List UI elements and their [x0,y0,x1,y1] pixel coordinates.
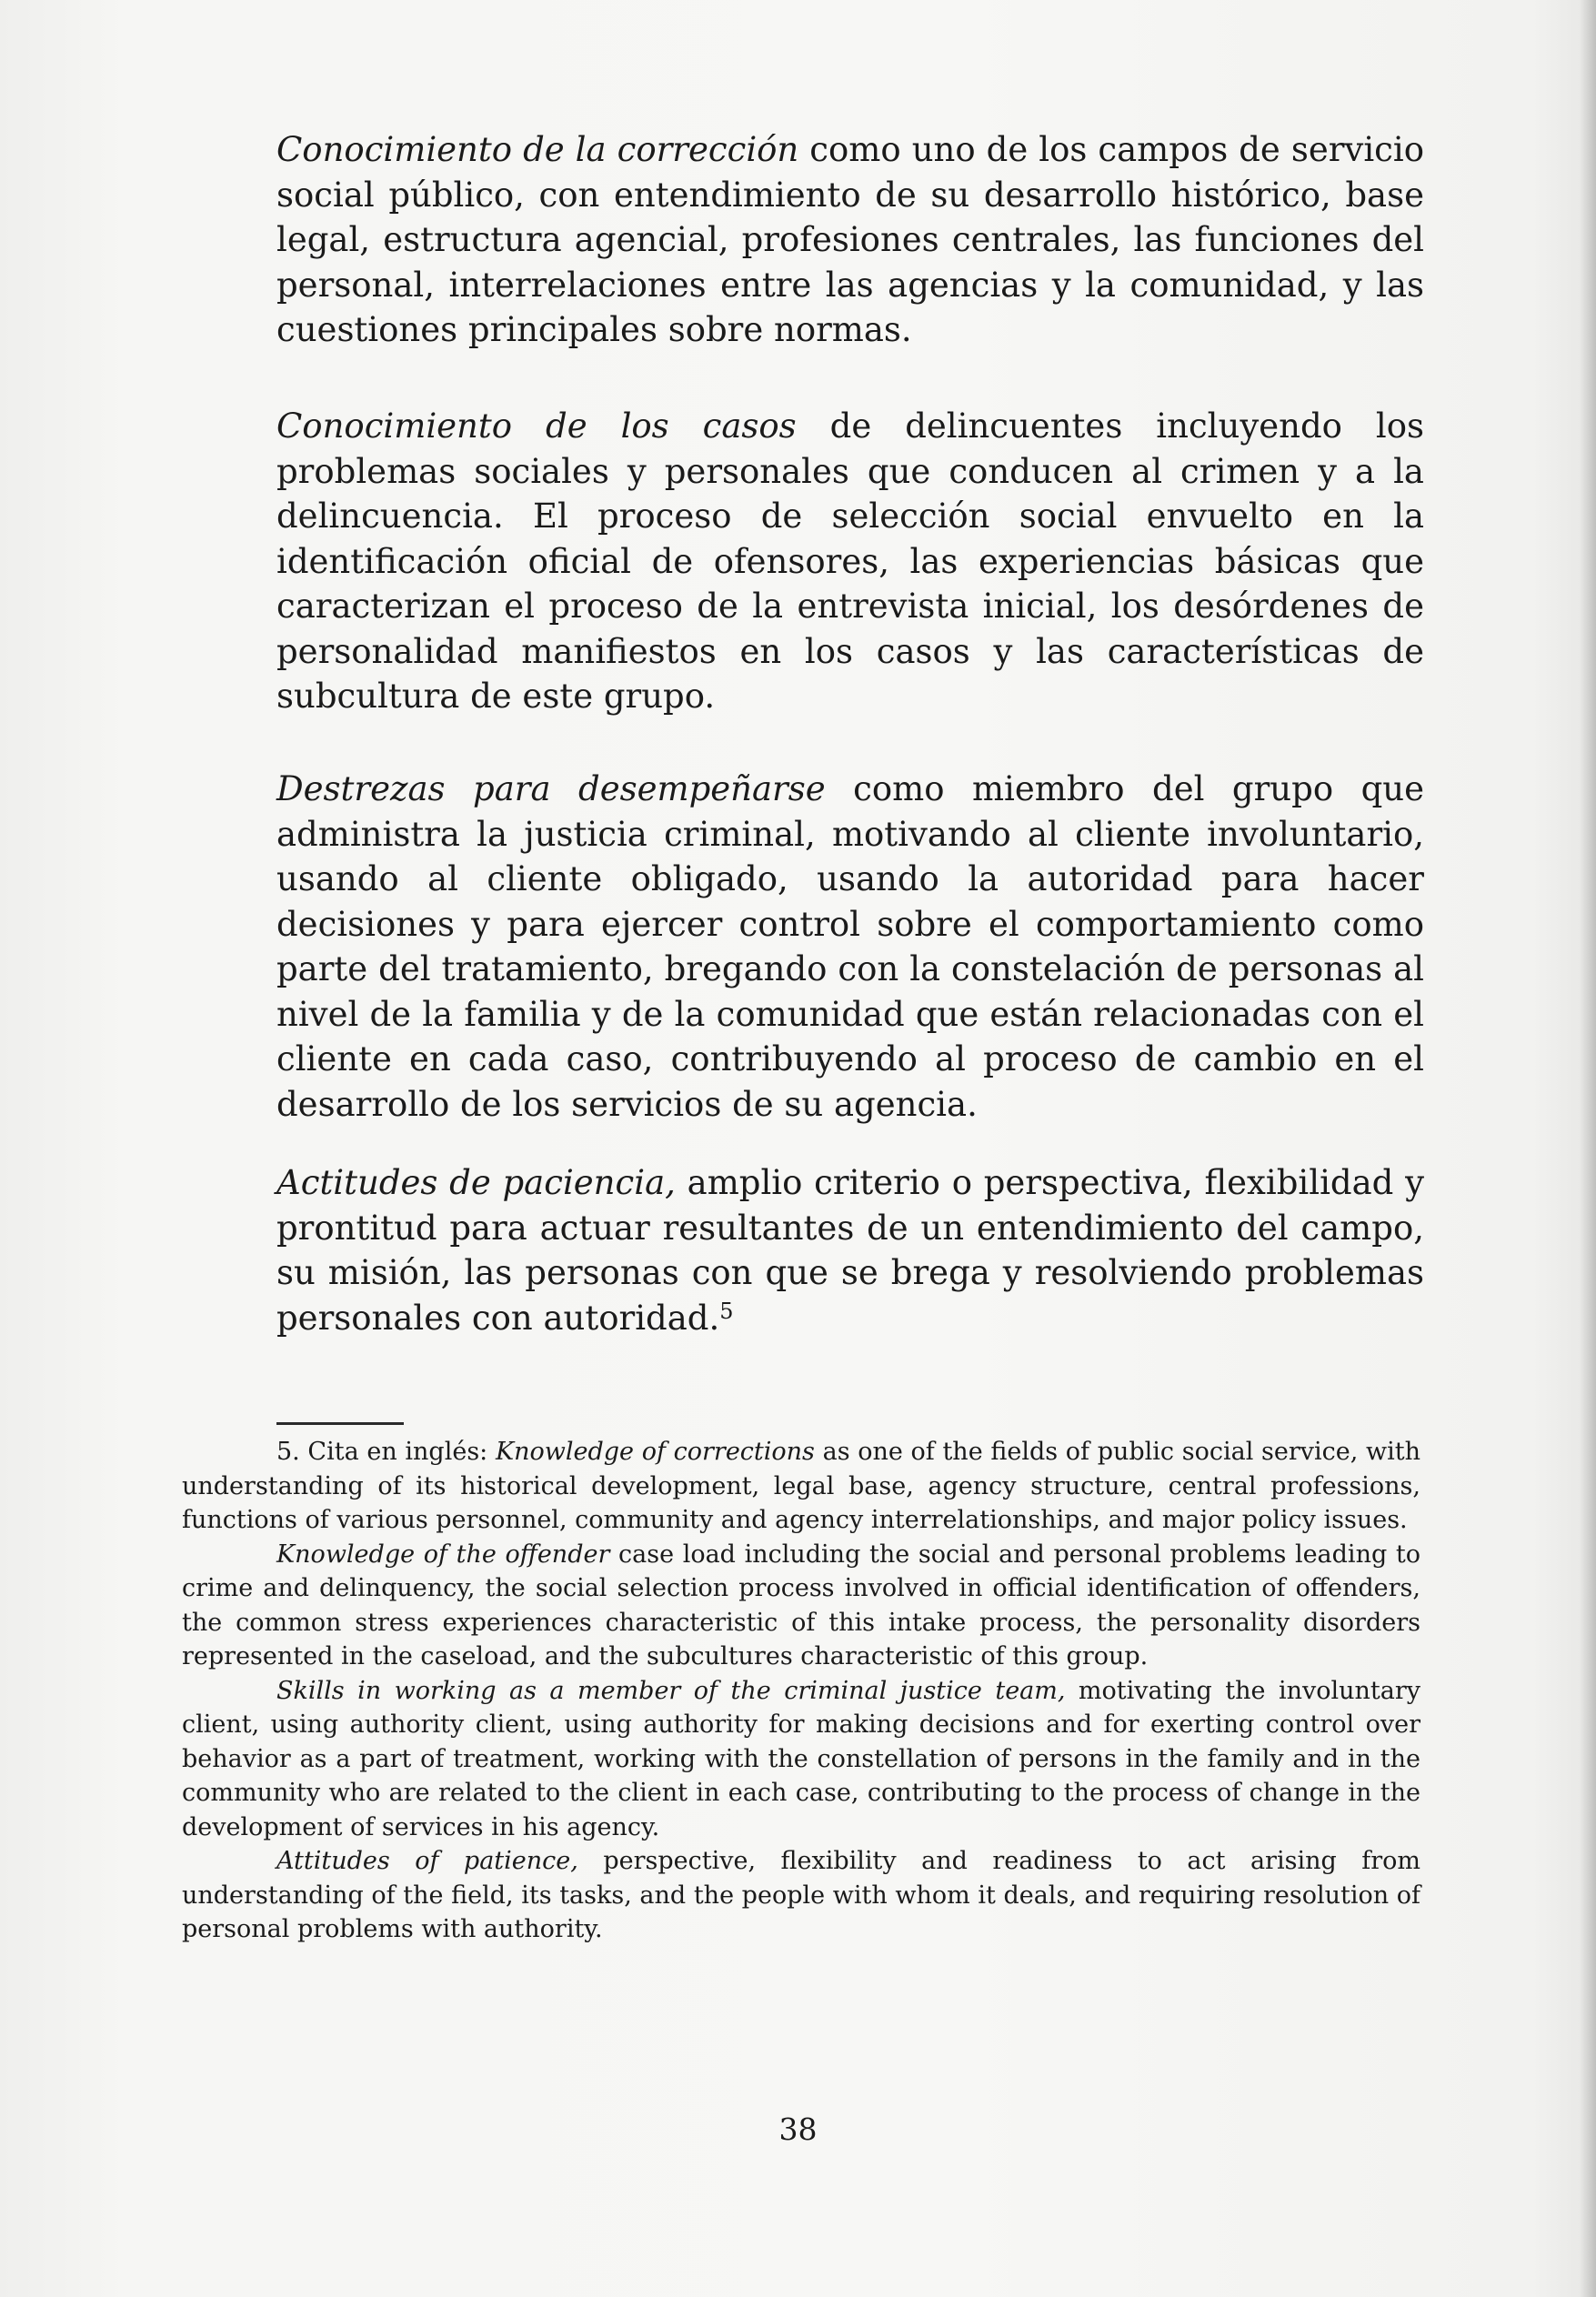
footnote-lead: Knowledge of corrections [495,1438,815,1466]
paragraph-knowledge-cases [276,404,1424,719]
footnote-body: motivating the involuntary client, using authority client, using authority for making decisions and for exerting control over behavior as a part of treatment, working with the constellation of persons in the family and in the community who are related to the client in each case, contributing to the process of change in the development of services in his agency. [182,1676,1420,1841]
paragraph-body: de delincuentes incluyendo los problemas sociales y personales que conducen al crimen y a la delincuencia. El proceso de selección social envuelto en la identificación oficial de ofensores, las experiencias básicas que caracterizan el proceso de la entrevista inicial, los desórdenes de personalidad manifiestos en los casos y las características de subcultura de este grupo. [276,406,1424,716]
footnote-separator [276,1422,404,1425]
footnote-reference[interactable]: 5 [719,1298,734,1324]
page-number: 38 [778,2111,818,2147]
footnote-knowledge-offender [182,1538,1420,1674]
page-edge-shadow [1580,0,1596,2297]
paragraph-lead: Actitudes de paciencia, [276,1163,676,1202]
paragraph-lead: Conocimiento de los casos [276,406,797,446]
paragraph-knowledge-corrections [276,127,1424,353]
footnote-prefix: 5. Cita en inglés: [276,1438,496,1466]
paragraph-body: como miembro del grupo que administra la justicia criminal, motivando al cliente involuntario, usando al cliente obligado, usando la autoridad para hacer decisiones y para ejercer control sobre el comportamiento como parte del tratamiento, bregando con la constelación de personas al nivel de la familia y de la comunidad que están relacionadas con el cliente en cada caso, contribuyendo al proceso de cambio en el desarrollo de los servicios de su agencia. [276,769,1424,1124]
footnote-lead: Knowledge of the offender [276,1540,610,1569]
footnote-knowledge-corrections [182,1435,1420,1538]
paragraph-lead: Conocimiento de la corrección [276,130,799,169]
footnote-lead: Attitudes of patience, [276,1847,578,1875]
paragraph-body: amplio criterio o perspectiva, flexibilidad y prontitud para actuar resultantes de un entendimiento del campo, su misión, las personas con que se brega y resolviendo problemas personales con autoridad. [276,1163,1424,1338]
footnote-lead: Skills in working as a member of the criminal justice team, [276,1676,1066,1705]
paragraph-skills [276,767,1424,1127]
footnote-body: as one of the fields of public social service, with understanding of its historical development, legal base, agency structure, central professions, functions of various personnel, community and agency interrelationships, and major policy issues. [182,1438,1420,1534]
footnote-body: case load including the social and personal problems leading to crime and delinquency, the social selection process involved in official identification of offenders, the common stress experiences characteristic of this intake process, the personality disorders represented in the caseload, and the subcultures characteristic of this group. [182,1540,1420,1670]
paragraph-lead: Destrezas para desempeñarse [276,769,826,808]
paragraph-body: como uno de los campos de servicio social público, con entendimiento de su desarrollo histórico, base legal, estructura agencial, profesiones centrales, las funciones del personal, interrelaciones entre las agencias y la comunidad, y las cuestiones principales sobre normas. [276,130,1424,349]
footnote-body: perspective, flexibility and readiness to act arising from understanding of the field, its tasks, and the people with whom it deals, and requiring resolution of personal problems with authority. [182,1847,1421,1943]
paragraph-attitudes [276,1160,1424,1340]
footnote-attitudes [182,1844,1420,1947]
footnotes [182,1435,1420,1947]
footnote-skills [182,1674,1420,1845]
